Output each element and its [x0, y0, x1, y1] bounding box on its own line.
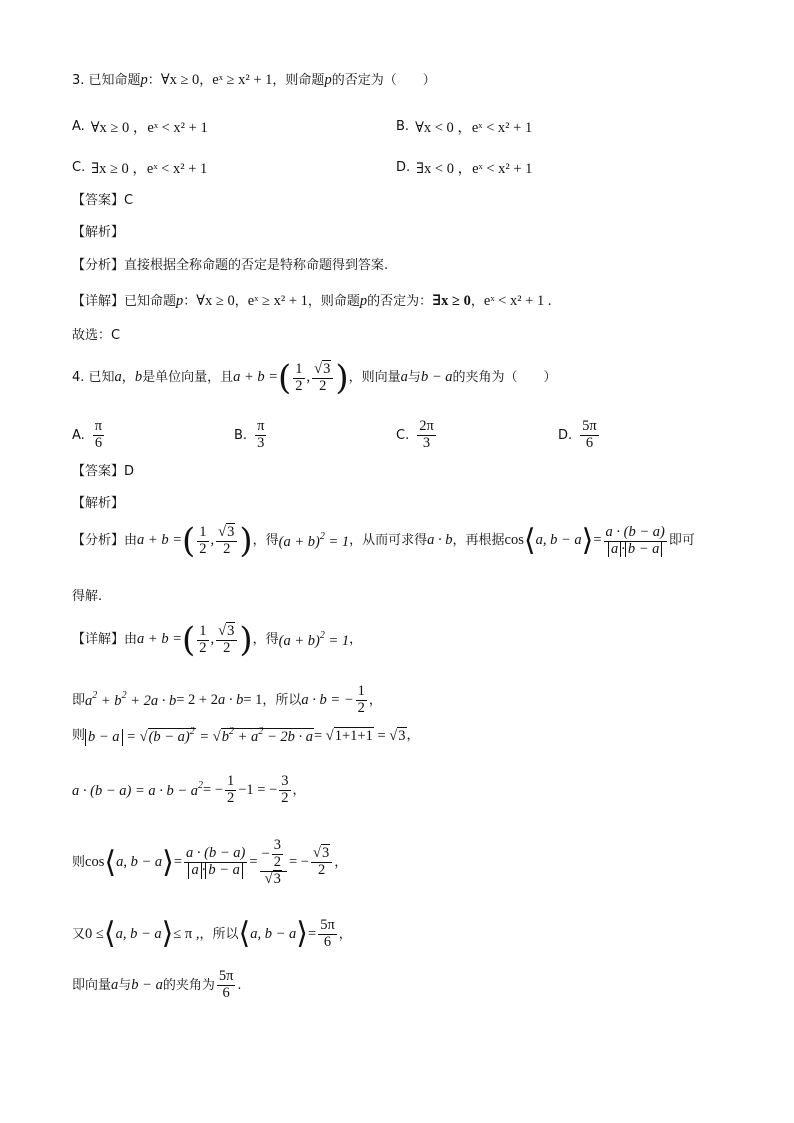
- q4-fenxi-you: 由: [124, 533, 138, 549]
- q4-ji-eq: = 2 + 2: [176, 691, 218, 708]
- q4-cos-sqrt3-num: 3: [321, 845, 330, 862]
- q3-answer-value: C: [124, 193, 134, 208]
- frac-half-num: 1: [295, 360, 303, 377]
- q3-detail-colon: ：: [183, 293, 197, 309]
- vec-b: b: [134, 369, 143, 386]
- q4-detail-tag: 【详解】: [72, 632, 125, 648]
- q4-final-a: 即向量: [72, 977, 112, 993]
- q4-detail-den2: 2: [223, 639, 231, 656]
- q4-ji-label: 即: [72, 692, 86, 708]
- q4-detail-you: 由: [124, 632, 138, 648]
- q4-fenxi-half-den: 2: [199, 540, 207, 557]
- q4-detail-de: ，得: [252, 632, 279, 648]
- q4-ji-eq2: = 1: [243, 691, 263, 708]
- q4-sqrt3: 3: [398, 727, 406, 744]
- q4-fenxi-de: ，得: [252, 533, 279, 549]
- q4-option-b-num: π: [257, 418, 265, 434]
- q4-you-suoyi: ，所以: [199, 926, 239, 942]
- q4-detail-half-den: 2: [199, 639, 207, 656]
- q3-detail-cond1: ∀x ≥ 0: [196, 293, 235, 309]
- q3-prefix: 3. 已知命题: [72, 72, 141, 88]
- q4-dot-two: 2: [281, 789, 289, 806]
- q4-fenxi-zai: ，再根据: [452, 533, 505, 549]
- q4-ji-half-num: 1: [357, 683, 365, 699]
- q3-detail-p: p: [176, 293, 184, 309]
- q4-option-d: [558, 419, 601, 452]
- q3-option-d-label: D.: [396, 160, 411, 175]
- q3-fenxi-tag: 【分析】: [72, 258, 125, 273]
- q3-option-b-text: ∀x < 0 ，eˣ < x² + 1: [415, 120, 533, 136]
- q3-option-a: [72, 116, 208, 137]
- q4-option-c-den: 3: [422, 434, 431, 451]
- q4-answer-tag: 【答案】: [72, 464, 125, 479]
- q4-text3: 的夹角为（ ）: [452, 370, 557, 386]
- q4-prefix: 4. 已知: [72, 370, 115, 386]
- q3-option-a-label: A.: [72, 119, 85, 134]
- q3-fenxi-text: 直接根据全称命题的否定是特称命题得到答案.: [124, 258, 389, 273]
- q3-option-b: [396, 116, 532, 137]
- frac-sqrt3-half: $\frac{√3}{2}$: [312, 362, 333, 395]
- q4-fenxi-jike: 即可: [668, 533, 695, 549]
- q4-text2: ，则向量: [348, 370, 401, 386]
- q4-text1: 是单位向量，且: [142, 370, 234, 386]
- q4-le-pi: ≤ π ,: [173, 925, 200, 942]
- q4-fenxi-line2: [72, 589, 102, 605]
- q4-fenxi: 【分析】 由 a + b = ( $\frac{1}{2}$ , $\frac{√3}{2}$ ) ，得 $(a + b)^2 = 1$ ，从而可求得 a · b ，再根据 cos ⟨ a, b − a ⟩ = $\frac{a \cdot (b - a)}{a \cdot b - a}$ 即可: [72, 521, 695, 561]
- q4-cos: 则 cos ⟨ a, b − a ⟩ = $\frac{a \cdot (b - a)}{a \cdot b - a}$ = − $\frac{3}{2}$ √3 = − $\frac{√3}{2}$ ，: [72, 837, 348, 887]
- q3-detail-b: ，则命题: [307, 293, 360, 309]
- q4-final-b: 与: [118, 977, 132, 993]
- q4-minus1: −1 = −: [238, 781, 278, 798]
- q4-analysis-label: 【解析】: [72, 496, 125, 511]
- q3-answer-tag: 【答案】: [72, 193, 125, 208]
- q3-option-d: [396, 157, 532, 178]
- q4-range: 又 0 ≤ ⟨ a, b − a ⟩ ≤ π , ，所以 ⟨ a, b − a ⟩ = $\frac{5\pi}{6}$ ，: [72, 916, 352, 952]
- q3-option-b-label: B.: [396, 119, 410, 134]
- q4-final-6: 6: [222, 984, 230, 1001]
- q4-ze-label: 则: [72, 728, 86, 744]
- q4-fenxi-half-num: 1: [199, 523, 207, 540]
- q4-dot-three: 3: [281, 773, 289, 789]
- q3-suffix: 的否定为（ ）: [331, 72, 436, 88]
- q3-choose-text: 故选：C: [72, 328, 121, 343]
- q3-detail-c: 的否定为：: [367, 293, 433, 309]
- q4-detail-half-num: 1: [199, 622, 207, 639]
- q4-option-c-num: 2π: [419, 418, 434, 434]
- q3-p2: p: [324, 72, 332, 88]
- q4-fenxi-tag: 【分析】: [72, 533, 125, 549]
- frac-half: [293, 362, 304, 395]
- q4-option-d-den: 6: [585, 434, 594, 451]
- q4-dot: $a \cdot (b - a) = a \cdot b - a^2$ = − $\frac{1}{2}$ −1 = − $\frac{3}{2}$ ，: [72, 773, 306, 806]
- q4-final: 即向量 a 与 b − a 的夹角为 $\frac{5\pi}{6}$ .: [72, 968, 242, 1001]
- q3-detail-a: 已知命题: [124, 293, 177, 309]
- q4-sqrt111: 1+1+1: [334, 727, 373, 744]
- q4-ji: 即 $a^2 + b^2 + 2a \cdot b$ = 2 + 2 a · b = 1 ，所以 a · b = − $\frac{1}{2}$ ，: [72, 683, 382, 716]
- vec-sum: a + b =: [233, 369, 279, 386]
- vec-a: a: [114, 369, 122, 386]
- frac-half-den: 2: [295, 377, 303, 394]
- q4-option-a-den: 6: [94, 434, 103, 451]
- q3-detail-end: eˣ < x² + 1 .: [483, 293, 552, 309]
- q4-fenxi-sqrt3: 3: [227, 523, 235, 540]
- q3-option-c-label: C.: [72, 160, 86, 175]
- q4-zero-le: 0 ≤: [85, 925, 104, 942]
- q4-fenxi-cong: ，从而可求得: [349, 533, 428, 549]
- paren-left: (: [278, 358, 292, 398]
- q4-range-6: 6: [323, 933, 332, 950]
- q4-fenxi-line2-text: 得解.: [72, 589, 103, 604]
- q4-final-5pi: 5π: [218, 968, 234, 984]
- q3-detail-comma2: ，: [470, 293, 484, 309]
- q3-choose: [72, 328, 120, 344]
- q3-option-c: [72, 157, 207, 178]
- q4-ji-half-den: 2: [357, 699, 365, 716]
- q3-detail: [72, 293, 552, 310]
- q4-option-c-label: C.: [396, 427, 410, 443]
- q4-option-d-num: 5π: [582, 418, 597, 434]
- q3-colon: ：: [147, 72, 161, 88]
- q3-option-d-text: ∃x < 0 ，eˣ < x² + 1: [416, 161, 533, 177]
- q4-option-b: [234, 419, 268, 452]
- q4-cos-two: 2: [273, 853, 281, 870]
- q3-detail-tag: 【详解】: [72, 293, 125, 309]
- q4-with: 与: [407, 370, 421, 386]
- q4-option-d-label: D.: [558, 427, 573, 443]
- q4-option-a-num: π: [94, 418, 103, 434]
- q4-line-ab: = −: [203, 781, 223, 798]
- q4-ze: 则 $b - a = √(b - a)^2 = √b^2 + a^2 - 2b \cdot a$ = √1+1+1 = √3 ，: [72, 726, 420, 745]
- q3-cond1: ∀x ≥ 0: [160, 72, 200, 88]
- q3-analysis-tag: [72, 225, 124, 241]
- q4-fenxi-den2: 2: [223, 540, 231, 557]
- q4-you-label: 又: [72, 926, 86, 942]
- q3-stem: [72, 72, 436, 89]
- q4-option-a: [72, 419, 106, 452]
- q4-option-b-label: B.: [234, 427, 248, 443]
- q3-cond2: eˣ ≥ x² + 1: [212, 72, 273, 88]
- q4-detail: 【详解】 由 a + b = ( $\frac{1}{2}$ , $\frac{√3}{2}$ ) ，得 $(a + b)^2 = 1$ ，: [72, 620, 363, 660]
- sqrt3-num: 3: [323, 360, 331, 377]
- q4-dot-half-den: 2: [227, 789, 235, 806]
- q3-detail-cond2: eˣ ≥ x² + 1: [247, 293, 308, 309]
- q3-detail-p2: p: [359, 293, 368, 309]
- q4-final-c: 的夹角为: [162, 977, 215, 993]
- q4-answer: [72, 464, 134, 480]
- q3-option-a-text: ∀x ≥ 0 ，eˣ < x² + 1: [90, 120, 208, 136]
- q3-comma: ，: [199, 72, 213, 88]
- q3-mid: ，则命题: [272, 72, 325, 88]
- q4-option-c: [396, 419, 438, 452]
- q4-cos-sqrt3: 3: [273, 870, 281, 887]
- q4-suoyi: ，所以: [262, 692, 302, 708]
- q4-stem: 4. 已知 a ， b 是单位向量，且 a + b = ( $\frac{1}{2}$ , $\frac{√3}{2}$ ) ，则向量 a 与 b − a 的夹角为（ ）: [72, 358, 557, 398]
- q3-option-c-text: ∃x ≥ 0 ，eˣ < x² + 1: [91, 161, 208, 177]
- q4-analysis-tag: [72, 496, 124, 512]
- q3-detail-comma: ，: [234, 293, 248, 309]
- q4-detail-sqrt3: 3: [227, 622, 235, 639]
- q4-answer-value: D: [124, 464, 135, 479]
- q3-analysis-label: 【解析】: [72, 225, 125, 240]
- q4-ze2-label: 则: [72, 855, 86, 871]
- q4-cos-den: 2: [317, 862, 326, 879]
- q3-detail-neg: ∃x ≥ 0: [432, 293, 471, 309]
- q4-dot-half-num: 1: [227, 773, 235, 789]
- q4-option-a-label: A.: [72, 427, 85, 443]
- paren-right: ): [335, 358, 349, 398]
- q4-option-b-den: 3: [257, 434, 265, 451]
- q3-p: p: [140, 72, 148, 88]
- frac-sqrt3-den: 2: [319, 377, 327, 394]
- q3-fenxi: [72, 258, 388, 274]
- q4-cos-three: 3: [273, 837, 281, 853]
- q4-range-5pi: 5π: [320, 917, 335, 933]
- q3-answer: [72, 193, 133, 209]
